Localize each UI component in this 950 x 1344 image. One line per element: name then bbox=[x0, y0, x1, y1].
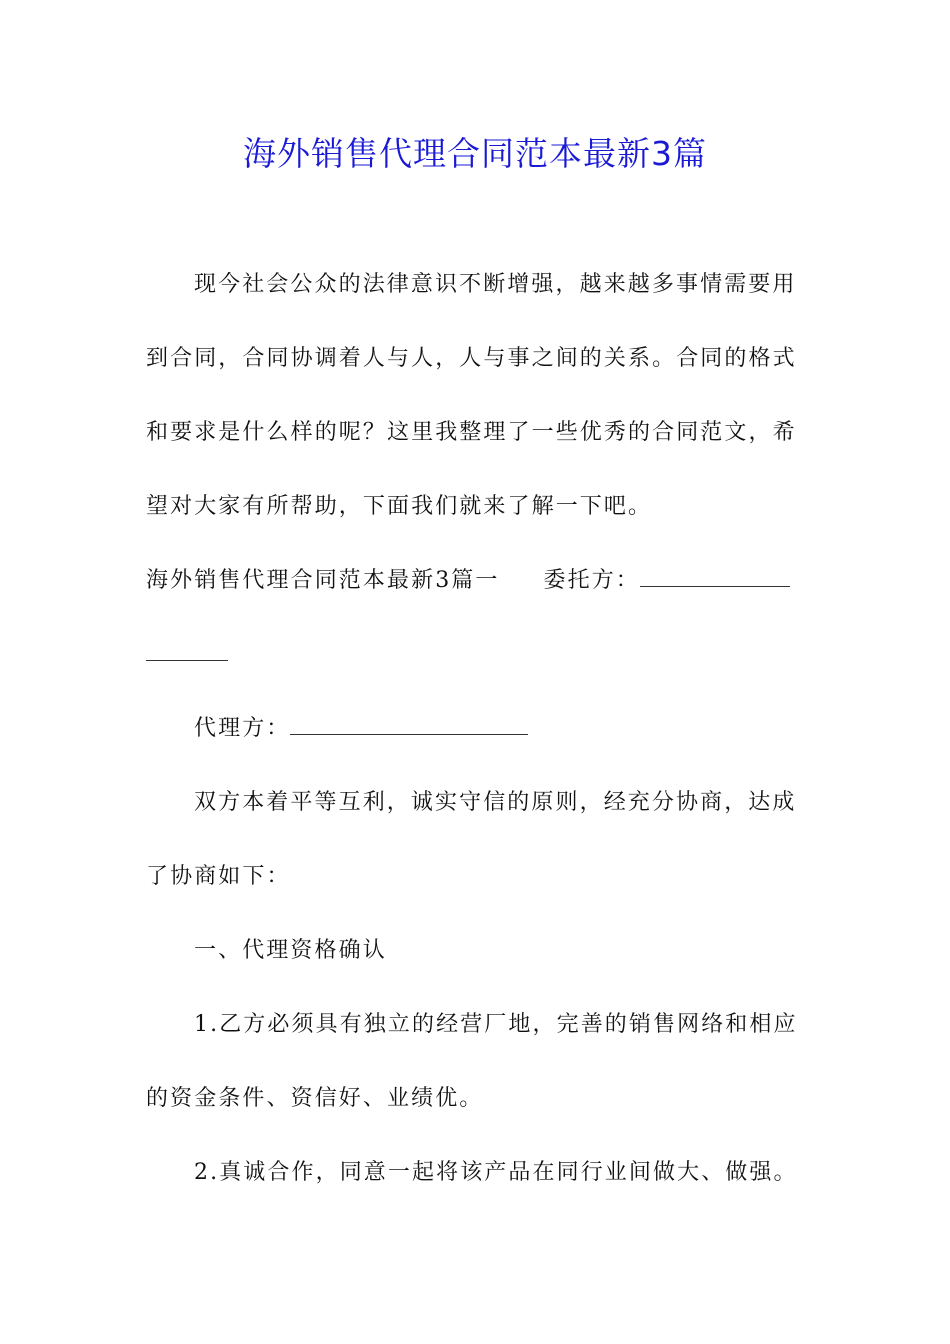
clause-1-line-2: 的资金条件、资信好、业绩优。 bbox=[146, 1086, 484, 1111]
document-title: 海外销售代理合同范本最新3篇 bbox=[243, 134, 707, 173]
agreement-line-1: 双方本着平等互利，诚实守信的原则，经充分协商，达成 bbox=[194, 790, 797, 815]
agent-label: 代理方： bbox=[194, 716, 291, 741]
section-heading: 海外销售代理合同范本最新3篇一 bbox=[146, 568, 500, 593]
section-heading-line bbox=[146, 544, 806, 618]
clause-2: 2.真诚合作，同意一起将该产品在同行业间做大、做强。 bbox=[194, 1160, 798, 1185]
document-body bbox=[146, 248, 806, 1210]
clause-1-line-1: 1.乙方必须具有独立的经营厂地，完善的销售网络和相应 bbox=[194, 1012, 798, 1037]
clause-heading: 一、代理资格确认 bbox=[194, 938, 387, 963]
principal-blank-continuation bbox=[146, 642, 228, 661]
agent-line bbox=[146, 692, 806, 766]
principal-label: 委托方： bbox=[543, 568, 640, 593]
intro-line-3: 和要求是什么样的呢？这里我整理了一些优秀的合同范文，希 bbox=[146, 420, 797, 445]
agreement-line-2: 了协商如下： bbox=[146, 864, 291, 889]
intro-line-4: 望对大家有所帮助，下面我们就来了解一下吧。 bbox=[146, 494, 653, 519]
principal-blank-continuation-line bbox=[146, 618, 806, 692]
intro-line-1: 现今社会公众的法律意识不断增强，越来越多事情需要用 bbox=[194, 272, 797, 297]
agent-blank bbox=[290, 716, 528, 735]
principal-blank bbox=[640, 568, 790, 587]
intro-line-2: 到合同，合同协调着人与人，人与事之间的关系。合同的格式 bbox=[146, 346, 797, 371]
